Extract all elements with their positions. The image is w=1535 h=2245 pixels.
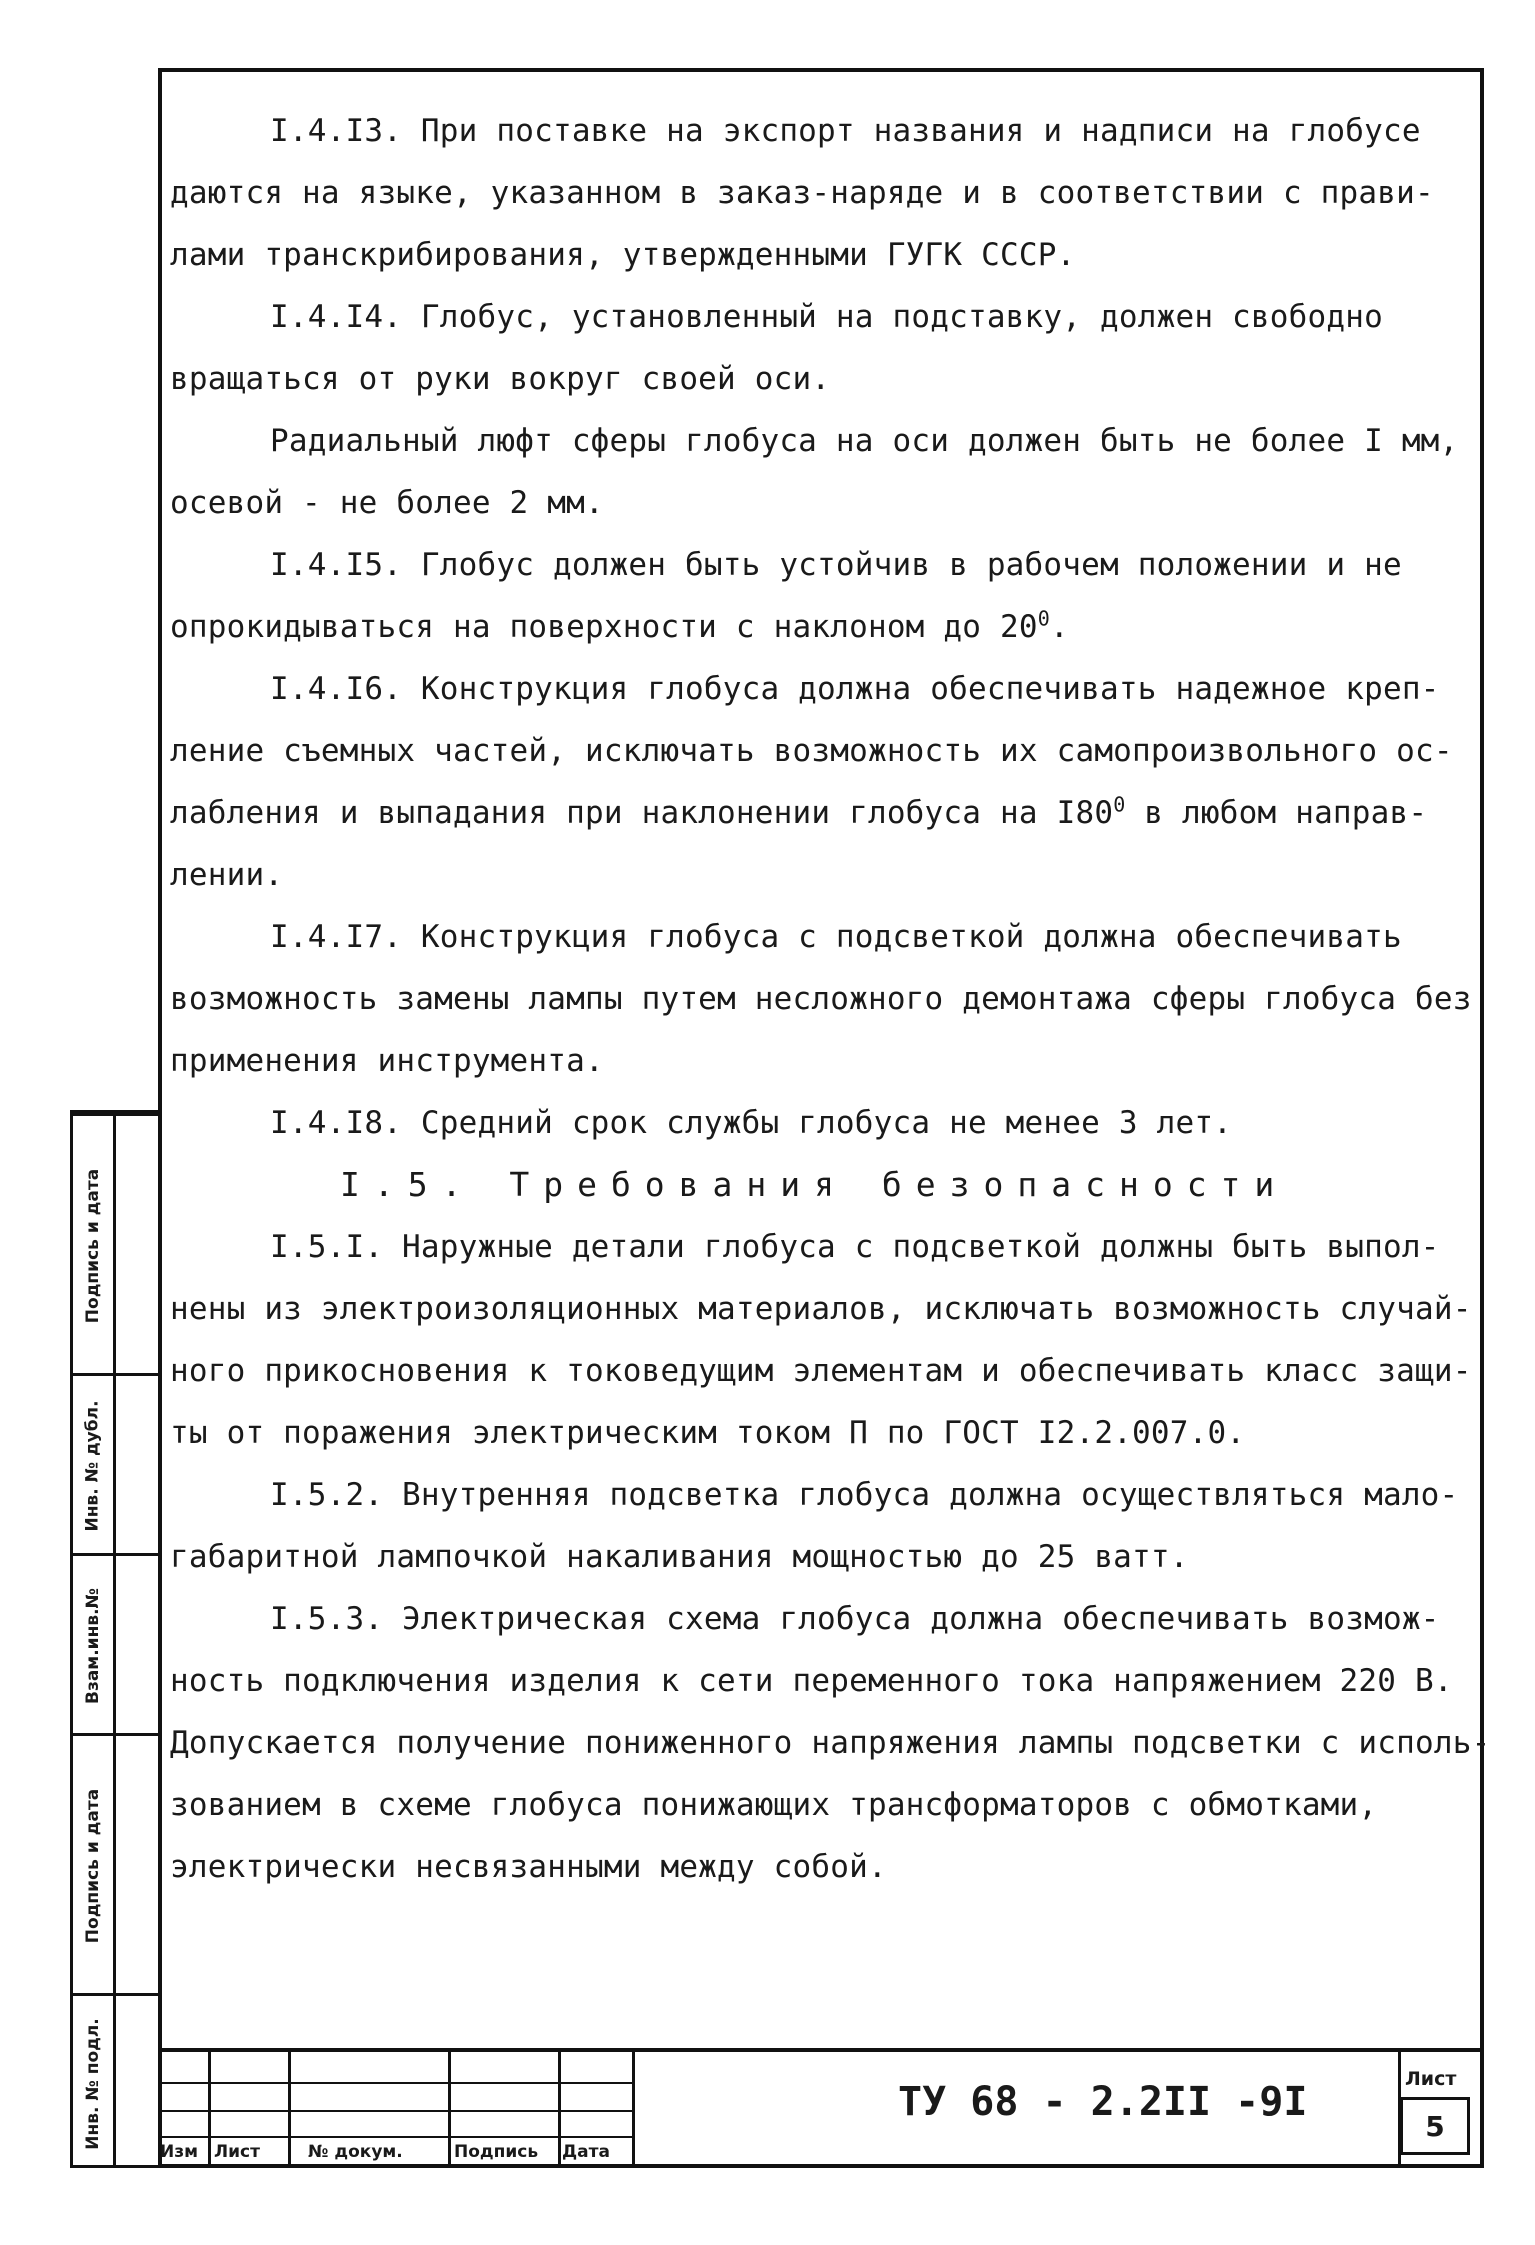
text-line: I.4.I4. Глобус, установленный на подставку, должен свободно	[270, 299, 1383, 335]
col-label-sign: Подпись	[454, 2142, 539, 2162]
margin-cell	[73, 1553, 158, 1733]
text-line: применения инструмента.	[170, 1043, 604, 1079]
margin-label: Подпись и дата	[83, 1788, 103, 1944]
col-label-doc: № докум.	[308, 2142, 403, 2162]
text-line: габаритной лампочкой накаливания мощностью до 25 ватт.	[170, 1539, 1189, 1575]
margin-stamp	[70, 1110, 158, 2168]
sheet-number: 5	[1400, 2097, 1470, 2155]
grid-line	[158, 2082, 632, 2084]
text-line: осевой - не более 2 мм.	[170, 485, 604, 521]
sheet-label: Лист	[1405, 2068, 1457, 2090]
section-heading: I.5. Требования безопасности	[340, 1165, 1289, 1204]
degree-superscript: 0	[1113, 792, 1126, 817]
text-line: I.4.I7. Конструкция глобуса с подсветкой должна обеспечивать	[270, 919, 1402, 955]
text-segment: в любом направ-	[1125, 795, 1428, 831]
margin-label: Инв. № дубл.	[83, 1400, 104, 1532]
text-line: ление съемных частей, исключать возможность их самопроизвольного ос-	[170, 733, 1453, 769]
text-line: I.5.3. Электрическая схема глобуса должна обеспечивать возмож-	[270, 1601, 1440, 1637]
text-line: вращаться от руки вокруг своей оси.	[170, 361, 831, 397]
margin-label: Подпись и дата	[83, 1168, 103, 1324]
col-label-list: Лист	[214, 2142, 260, 2162]
col-label-date: Дата	[562, 2142, 610, 2162]
text-line: электрически несвязанными между собой.	[170, 1849, 887, 1885]
col-label-izm: Изм	[160, 2142, 199, 2162]
text-line: I.5.2. Внутренняя подсветка глобуса должна осуществляться мало-	[270, 1477, 1459, 1513]
text-line	[170, 596, 1480, 658]
text-line: Допускается получение пониженного напряжения лампы подсветки с исполь-	[170, 1725, 1491, 1761]
text-line: лении.	[170, 857, 284, 893]
margin-label: Взам.инв.№	[83, 1588, 103, 1704]
text-line: Радиальный люфт сферы глобуса на оси должен быть не более I мм,	[270, 423, 1459, 459]
margin-cell	[73, 1373, 158, 1553]
text-line: зованием в схеме глобуса понижающих трансформаторов с обмотками,	[170, 1787, 1378, 1823]
text-line: I.4.I8. Средний срок службы глобуса не менее 3 лет.	[270, 1105, 1233, 1141]
text-line: нены из электроизоляционных материалов, исключать возможность случай-	[170, 1291, 1472, 1327]
text-line: I.4.I5. Глобус должен быть устойчив в рабочем положении и не	[270, 547, 1402, 583]
margin-label: Инв. № подл.	[83, 2017, 104, 2150]
title-block	[158, 2048, 1484, 2168]
grid-line	[158, 2136, 632, 2138]
text-segment: опрокидываться на поверхности с наклоном до 20	[170, 609, 1038, 645]
text-line: ность подключения изделия к сети переменного тока напряжением 220 В.	[170, 1663, 1453, 1699]
text-line: возможность замены лампы путем несложного демонтажа сферы глобуса без	[170, 981, 1472, 1017]
grid-line	[158, 2110, 632, 2112]
degree-superscript: 0	[1037, 606, 1050, 631]
document-code: ТУ 68 - 2.2II -9I	[898, 2079, 1308, 2125]
margin-cell	[73, 1113, 158, 1373]
text-line: I.4.I6. Конструкция глобуса должна обеспечивать надежное креп-	[270, 671, 1440, 707]
text-line: даются на языке, указанном в заказ-наряде и в соответствии с прави-	[170, 175, 1434, 211]
text-line	[170, 782, 1480, 844]
margin-cell	[73, 1733, 158, 1993]
text-line: лами транскрибирования, утвержденными ГУГК СССР.	[170, 237, 1076, 273]
text-line: I.4.I3. При поставке на экспорт названия и надписи на глобусе	[270, 113, 1421, 149]
text-line: ного прикосновения к токоведущим элементам и обеспечивать класс защи-	[170, 1353, 1472, 1389]
grid-line	[632, 2052, 635, 2168]
text-segment: .	[1049, 609, 1069, 645]
text-segment: лабления и выпадания при наклонении глобуса на I80	[170, 795, 1114, 831]
margin-cell	[73, 1993, 158, 2168]
document-body	[170, 100, 1491, 1898]
text-line: ты от поражения электрическим током П по ГОСТ I2.2.007.0.	[170, 1415, 1246, 1451]
text-line: I.5.I. Наружные детали глобуса с подсветкой должны быть выпол-	[270, 1229, 1440, 1265]
